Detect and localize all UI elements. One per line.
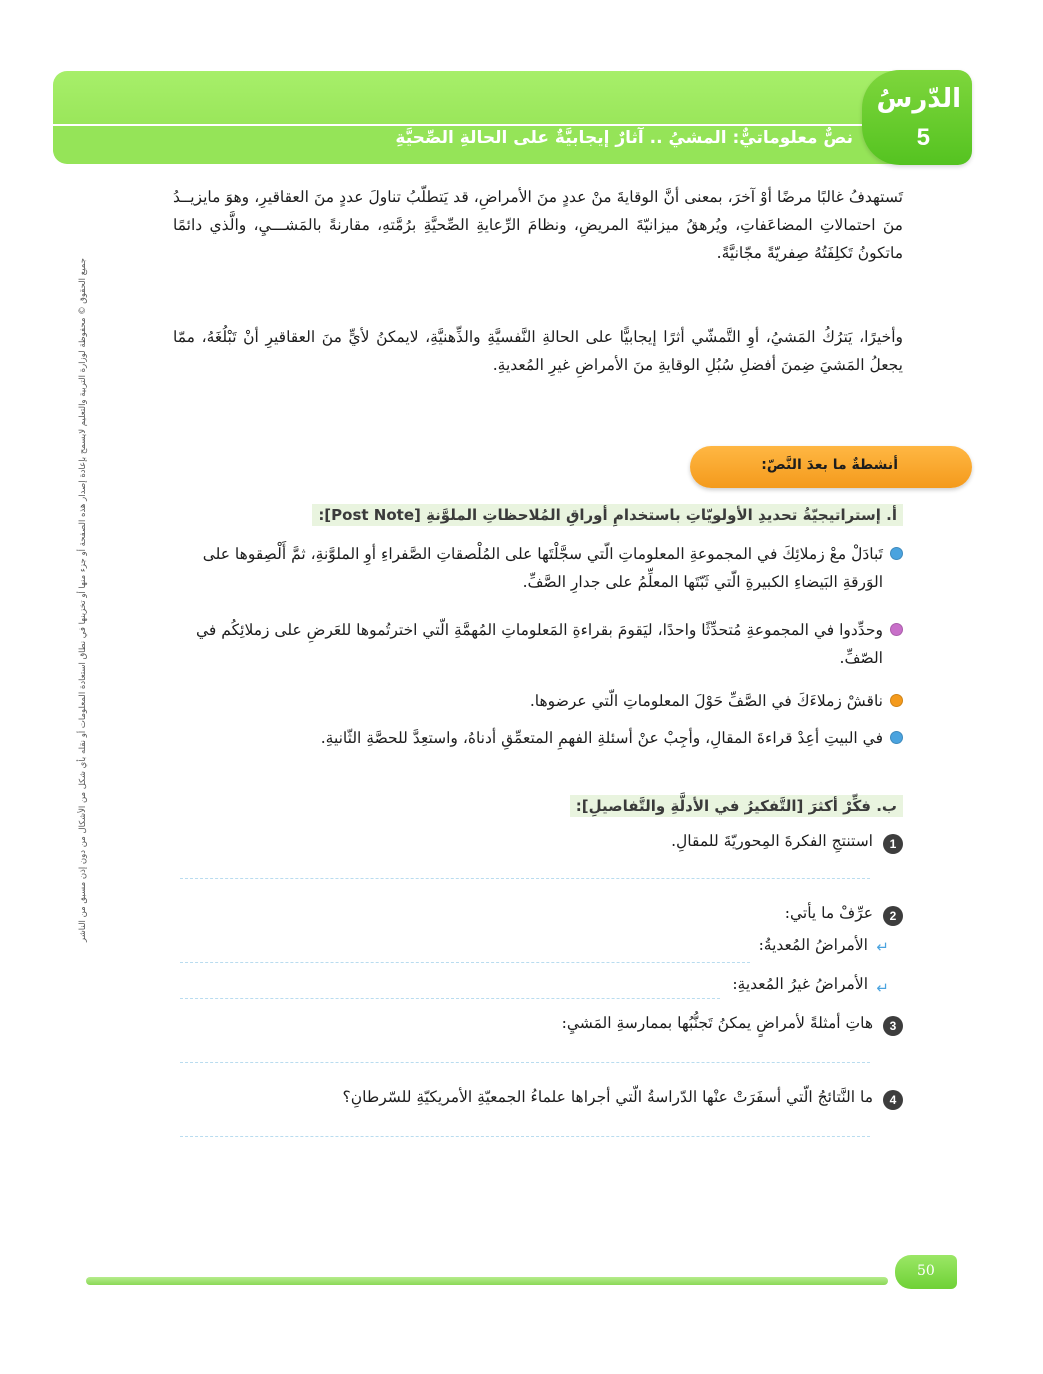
section-a-item-4: في البيتِ أعِدْ قراءةَ المقالِ، وأجِبْ عنْ أسئلةِ الفهمِ المتعمِّقِ أدناهُ، واستعِدَّ للحصَّةِ الثّانيةِ.	[320, 729, 883, 747]
section-b-title: ب. فكِّرْ أكثرَ [التَّفكيرُ في الأدلَّةِ والتَّفاصيلِ]:	[570, 795, 903, 817]
answer-line-2b[interactable]	[180, 998, 720, 999]
question-2-sub-1: الأمراضُ المُعديةُ:	[758, 936, 868, 954]
bullet-icon	[890, 694, 903, 707]
question-3: هاتِ أمثلةً لأمراضٍ يمكنُ تَجنُّبُها بممارسةِ المَشيِ:	[561, 1014, 873, 1032]
paragraph-1: تَستهدفُ غالبًا مرضًا أوْ آخرَ، بمعنى أنَّ الوقايةَ منْ عددٍ منَ الأمراضِ، قد يَتطلّبُ تناولَ عددٍ منَ العقاقيرِ، وهوَ مايزيــدُ منَ احتمالاتِ المضاعَفاتِ، ويُرهقُ ميزانيّةَ المريضِ، ونظامَ الرِّعايةِ الصِّحيَّةِ برُمَّتهِ، مقارنةً بالمَشـــيِ، والَّذي دائمًا ماتكونُ تَكلِفَتُهُ صِفريّةً مجّانيَّةً.	[173, 188, 903, 262]
question-number-4: 4	[883, 1090, 903, 1110]
answer-line-3[interactable]	[180, 1062, 870, 1063]
lesson-number: 5	[916, 124, 930, 151]
section-a-title: أ. إستراتيجيّةُ تحديدِ الأولويّاتِ باستخدامِ أوراقِ المُلاحظاتِ الملوَّنةِ [Post Note]:	[312, 504, 903, 526]
footer-bar	[86, 1277, 888, 1285]
activities-title: أنشطةٌ ما بعدَ النَّصّ:	[761, 457, 898, 473]
section-a-item-2: وحدِّدوا في المجموعةِ مُتحدِّثًا واحدًا، ليَقومَ بقراءةِ المَعلوماتِ المُهمَّةِ الّتي اخترتُموها للعَرضِ على زملائِكُم في الصّفِّ.	[196, 621, 883, 667]
question-2: عرِّفْ ما يأتي:	[784, 904, 873, 922]
answer-line-1[interactable]	[180, 878, 870, 879]
return-arrow-icon: ↵	[876, 938, 889, 956]
page-number: 50	[917, 1263, 935, 1279]
bullet-icon	[890, 731, 903, 744]
return-arrow-icon: ↵	[876, 979, 889, 997]
question-number-1: 1	[883, 834, 903, 854]
question-number-2: 2	[883, 906, 903, 926]
lesson-label: الدّرسُ	[876, 84, 961, 114]
lesson-title: نصٌّ معلوماتيٌّ: المشيُ .. آثارٌ إيجابيَّةٌ على الحالةِ الصِّحيَّةِ	[395, 128, 853, 148]
bullet-icon	[890, 623, 903, 636]
copyright-note: جميع الحقوق © محفوظة لوزارة التربية والتعليم لايسمح بإعادة إصدار هذه الصفحة أو جزء منها أو تخزينها في نطاق استعادة المعلومات أو نقله بأي شكل من الأشكال من دون إذن مسبق من الناشر	[78, 258, 88, 942]
question-2-sub-2: الأمراضُ غيرُ المُعديةِ:	[732, 975, 868, 993]
answer-line-4[interactable]	[180, 1136, 870, 1137]
question-1: استنتجِ الفكرةَ المِحوريّةَ للمقالِ.	[671, 832, 873, 850]
answer-line-2a[interactable]	[180, 962, 750, 963]
bullet-icon	[890, 547, 903, 560]
question-number-3: 3	[883, 1016, 903, 1036]
paragraph-2: وأخيرًا، يَترُكُ المَشيُ، أوِ التَّمشّي أثرًا إيجابيًّا على الحالةِ النَّفسيَّةِ والذِّهنيَّةِ، لايمكنُ لأيٍّ منَ العقاقيرِ أنْ تَبْلُغَهُ، ممّا يجعلُ المَشيَ ضِمنَ أفضلِ سُبُلِ الوقايةِ منَ الأمراضِ غيرِ المُعديةِ.	[173, 328, 903, 374]
section-a-item-3: ناقشْ زملاءَكَ في الصَّفِّ حَوْلَ المعلوماتِ الّتي عرضوها.	[529, 692, 883, 710]
question-4: ما النَّتائجُ الّتي أسفَرَتْ عنْها الدّراسةُ الّتي أجراها علماءُ الجمعيّةِ الأمريكيّةِ للسّرطانِ؟	[342, 1088, 873, 1106]
section-a-item-1: تَبادَلْ معْ زملائِكَ في المجموعةِ المعلوماتِ الّتي سجَّلْتَها على المُلْصقاتِ الصَّفراءِ أوِ الملوَّنةِ، ثمَّ أَلْصِقوها على الوَرقةِ البَيضاءِ الكبيرةِ الّتي ثَبّتَها المعلِّمُ على جدارِ الصَّفِّ.	[202, 545, 883, 591]
